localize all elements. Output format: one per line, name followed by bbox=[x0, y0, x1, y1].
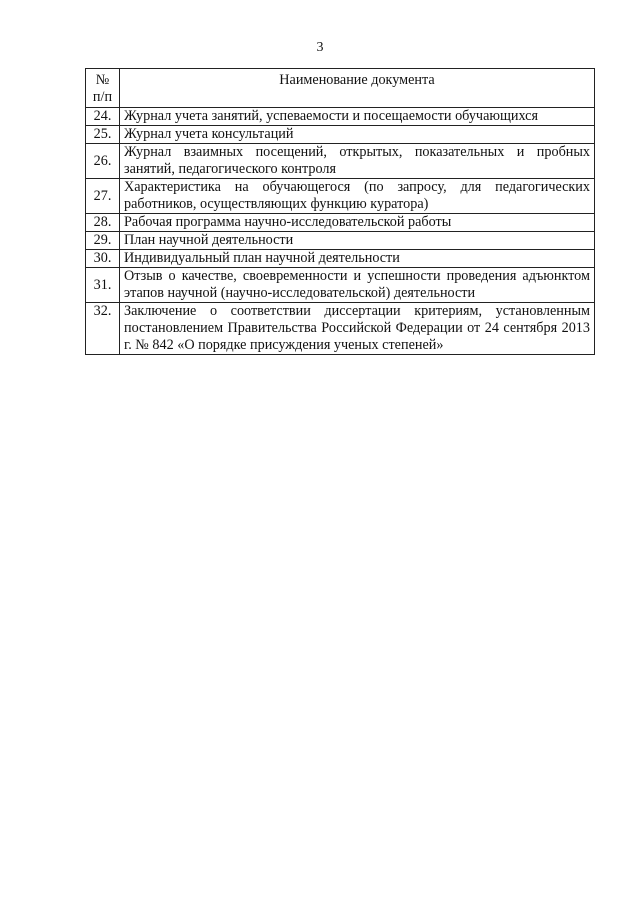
table-row bbox=[86, 232, 595, 250]
column-header-number bbox=[86, 69, 120, 108]
table-row bbox=[86, 268, 595, 303]
row-number: 28. bbox=[86, 214, 120, 232]
row-number: 24. bbox=[86, 108, 120, 126]
table-row bbox=[86, 179, 595, 214]
table-row bbox=[86, 303, 595, 355]
row-number: 30. bbox=[86, 250, 120, 268]
document-name: Журнал учета консультаций bbox=[120, 126, 595, 144]
document-name: Рабочая программа научно-исследовательской работы bbox=[120, 214, 595, 232]
row-number: 29. bbox=[86, 232, 120, 250]
row-number: 26. bbox=[86, 144, 120, 179]
column-header-document-name: Наименование документа bbox=[120, 69, 595, 108]
document-name: Журнал учета занятий, успеваемости и посещаемости обучающихся bbox=[120, 108, 595, 126]
document-name: Заключение о соответствии диссертации критериям, установленным постановлением Правительства Российской Федерации от 24 сентября 2013 г. № 842 «О порядке присуждения ученых степеней» bbox=[120, 303, 595, 355]
table-row bbox=[86, 144, 595, 179]
row-number: 31. bbox=[86, 268, 120, 303]
table-row bbox=[86, 250, 595, 268]
column-header-number-line1: № bbox=[95, 72, 110, 88]
row-number: 25. bbox=[86, 126, 120, 144]
document-name: Журнал взаимных посещений, открытых, показательных и пробных занятий, педагогического контроля bbox=[120, 144, 595, 179]
table-row bbox=[86, 108, 595, 126]
row-number: 32. bbox=[86, 303, 120, 355]
document-list-table bbox=[85, 68, 595, 355]
document-name: План научной деятельности bbox=[120, 232, 595, 250]
document-name: Характеристика на обучающегося (по запросу, для педагогических работников, осуществляющих функцию куратора) bbox=[120, 179, 595, 214]
document-name: Индивидуальный план научной деятельности bbox=[120, 250, 595, 268]
table-row bbox=[86, 126, 595, 144]
column-header-number-line2: п/п bbox=[92, 89, 113, 105]
table-row bbox=[86, 214, 595, 232]
document-name: Отзыв о качестве, своевременности и успешности проведения адъюнктом этапов научной (научно-исследовательской) деятельности bbox=[120, 268, 595, 303]
row-number: 27. bbox=[86, 179, 120, 214]
page-number: 3 bbox=[316, 40, 324, 55]
table-header-row bbox=[86, 69, 595, 108]
